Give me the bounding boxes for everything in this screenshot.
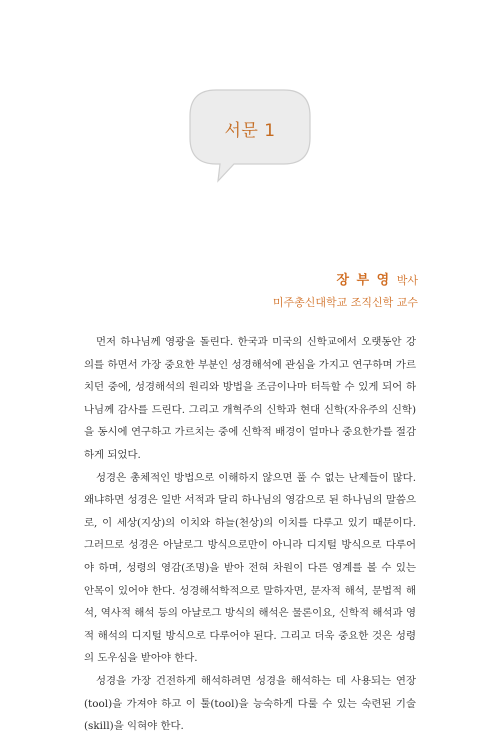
body-text: [84, 331, 416, 738]
page-title: 서문 1: [224, 121, 276, 141]
author-block: [273, 269, 418, 310]
paragraph: 먼저 하나님께 영광을 돌린다. 한국과 미국의 신학교에서 오랫동안 강의를 하면서 가장 중요한 부분인 성경해석에 관심을 가지고 연구하며 가르치던 중에, 성경해석의 원리와 방법을 조금이나마 터득할 수 있게 되어 하나님께 감사를 드린다. 그리고 개혁주의 신학과 현대 신학(자유주의 신학)을 동시에 연구하고 가르치는 중에 신학적 배경이 얼마나 중요한가를 절감하게 되었다.: [84, 336, 416, 461]
paragraph: 성경을 가장 건전하게 해석하려면 성경을 해석하는 데 사용되는 연장(tool)을 가져야 하고 이 툴(tool)을 능숙하게 다룰 수 있는 숙련된 기술(skill)을 익혀야 한다.: [84, 674, 416, 733]
author-title: 박사: [396, 274, 418, 287]
author-name-line: [273, 269, 418, 288]
author-name: 장 부 영: [336, 273, 391, 288]
speech-bubble: [188, 88, 312, 184]
author-affiliation: 미주총신대학교 조직신학 교수: [272, 296, 418, 309]
paragraph: 성경은 총체적인 방법으로 이해하지 않으면 풀 수 없는 난제들이 많다. 왜냐하면 성경은 일반 서적과 달리 하나님의 영감으로 된 하나님의 말씀으로, 이 세상(지상)의 이치와 하늘(천상)의 이치를 다루고 있기 때문이다. 그러므로 성경은 아날로그 방식으로만이 아니라 디지털 방식으로 다루어야 하며, 성령의 영감(조명)을 받아 전혀 차원이 다른 영계를 볼 수 있는 안목이 있어야 한다. 성경해석학적으로 말하자면, 문자적 해석, 문법적 해석, 역사적 해석 등의 아날로그 방식의 해석은 물론이요, 신학적 해석과 영적 해석의 디지털 방식으로 다루어야 된다. 그리고 더욱 중요한 것은 성령의 도우심을 받아야 한다.: [84, 471, 416, 665]
